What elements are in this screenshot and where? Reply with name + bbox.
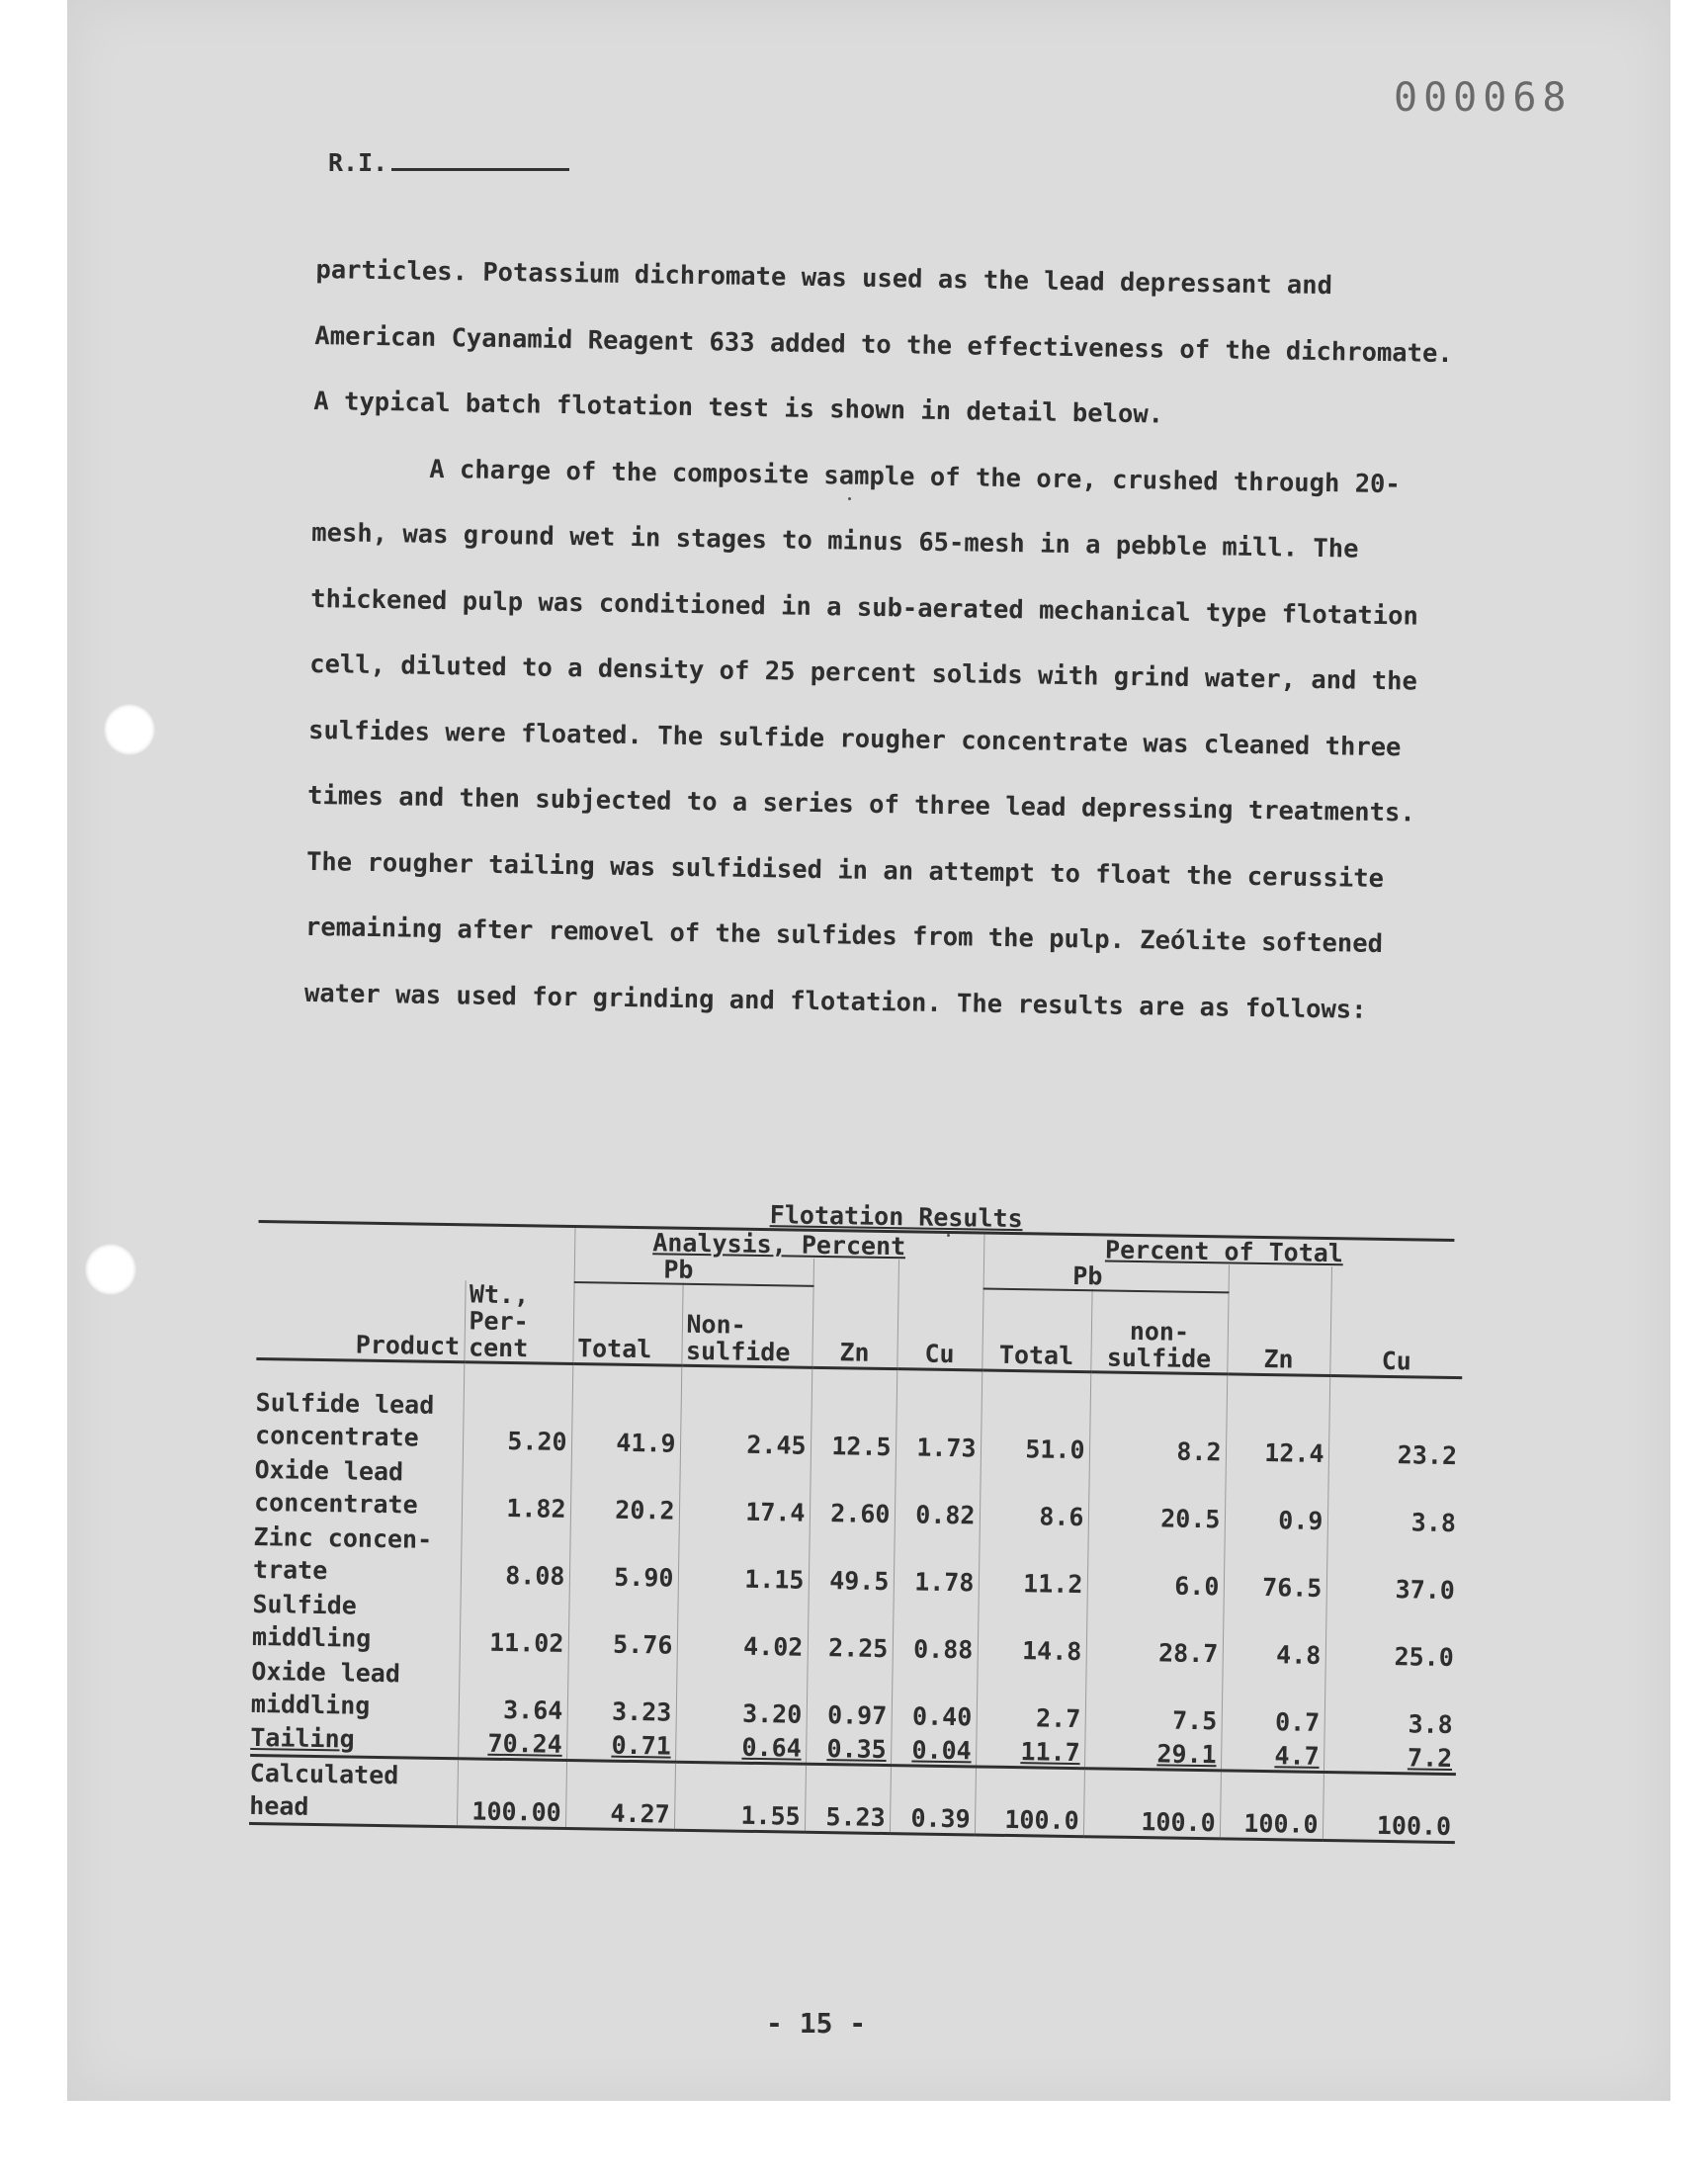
cell-pb-nonsulfide: 3.20 <box>676 1660 808 1729</box>
cell-wt: 3.64 <box>459 1656 568 1725</box>
cell-zn: 49.5 <box>809 1527 895 1596</box>
cell-pb-total: 41.9 <box>571 1364 681 1458</box>
row-product: Zinc concen- trate <box>252 1522 433 1586</box>
group-percent-of-total: Percent of Total <box>983 1235 1464 1269</box>
group-analysis-percent: Analysis, Percent <box>574 1228 983 1261</box>
pb-label: Pb <box>574 1255 813 1286</box>
cell-pb-total: 5.90 <box>569 1523 679 1593</box>
row-product: Calculated head <box>249 1755 458 1826</box>
col-header-pb-total: Total <box>572 1282 682 1365</box>
cell-pt-zn: 0.7 <box>1222 1668 1325 1737</box>
row-product: Sulfide middling <box>251 1589 372 1653</box>
document-number: 000068 <box>1394 75 1573 121</box>
punch-hole <box>104 704 155 755</box>
col-header-wt-percent: Wt., Per- cent <box>464 1280 573 1363</box>
cell-pt-pb-total: 2.7 <box>977 1664 1086 1733</box>
cell-wt: 100.00 <box>457 1759 566 1829</box>
cell-wt: 70.24 <box>458 1723 567 1760</box>
cell-pt-pb-total: 14.8 <box>978 1597 1087 1666</box>
cell-pb-total: 3.23 <box>567 1658 677 1727</box>
ri-field <box>328 148 569 177</box>
cell-cu: 0.04 <box>891 1730 977 1767</box>
pb-label-percent-total: Pb <box>983 1262 1229 1293</box>
row-product: Tailing <box>250 1720 459 1759</box>
page-number: - 15 - <box>766 2007 867 2040</box>
paragraph-1: particles. Potassium dichromate was used as the lead depressant and American Cyanamid Reagent 633 added to the effectiveness of the dichromate. A typical batch flotation test is shown in detail below. <box>313 254 1453 430</box>
ri-blank-line <box>391 168 569 171</box>
table-title: Flotation Results <box>769 1200 1023 1234</box>
cell-pb-total: 5.76 <box>568 1591 678 1660</box>
cell-wt: 11.02 <box>460 1589 569 1658</box>
row-product: Sulfide lead concentrate <box>254 1387 435 1452</box>
cell-pt-pb-nonsulfide: 100.0 <box>1083 1769 1221 1839</box>
cell-wt: 8.08 <box>461 1522 570 1591</box>
col-header-pt-zn: Zn <box>1227 1292 1330 1375</box>
cell-pb-total: 4.27 <box>565 1760 675 1830</box>
cell-pb-nonsulfide: 1.15 <box>678 1525 810 1595</box>
cell-pt-pb-nonsulfide: 20.5 <box>1088 1464 1226 1533</box>
cell-pt-pb-total: 8.6 <box>980 1462 1089 1531</box>
cell-cu: 1.78 <box>894 1528 980 1597</box>
cell-pt-cu: 3.8 <box>1327 1468 1461 1537</box>
col-header-pt-cu: Cu <box>1329 1294 1463 1378</box>
punch-hole <box>85 1244 136 1295</box>
cell-pt-pb-total: 100.0 <box>975 1767 1084 1837</box>
cell-pt-cu: 3.8 <box>1324 1670 1458 1739</box>
cell-pt-cu: 7.2 <box>1324 1737 1457 1775</box>
cell-pt-zn: 100.0 <box>1220 1771 1324 1841</box>
cell-zn: 5.23 <box>805 1764 891 1833</box>
cell-pt-cu: 37.0 <box>1326 1535 1460 1605</box>
cell-pt-zn: 12.4 <box>1226 1374 1329 1468</box>
cell-pt-zn: 0.9 <box>1225 1466 1328 1535</box>
cell-cu: 0.40 <box>892 1663 978 1731</box>
col-header-pt-pb-total: Total <box>982 1289 1091 1372</box>
cell-pb-nonsulfide: 17.4 <box>679 1458 811 1527</box>
cell-wt: 5.20 <box>463 1362 572 1456</box>
cell-zn: 0.97 <box>807 1662 893 1730</box>
flotation-results-table <box>249 1194 1458 1844</box>
col-header-zn: Zn <box>811 1286 897 1369</box>
body-text <box>303 237 1462 1044</box>
cell-pb-nonsulfide: 2.45 <box>680 1365 811 1460</box>
cell-pb-total: 20.2 <box>570 1456 680 1525</box>
cell-pt-pb-total: 11.2 <box>979 1529 1088 1599</box>
col-header-product: Product <box>256 1277 465 1362</box>
row-product: Oxide lead concentrate <box>253 1454 418 1520</box>
cell-pt-pb-total: 51.0 <box>981 1370 1090 1464</box>
cell-pt-pb-nonsulfide: 7.5 <box>1085 1666 1223 1735</box>
cell-cu: 0.88 <box>893 1596 979 1664</box>
row-product: Oxide lead middling <box>250 1656 401 1720</box>
cell-pt-zn: 76.5 <box>1224 1533 1327 1603</box>
col-header-pt-pb-nonsulfide: non- sulfide <box>1090 1290 1228 1374</box>
cell-pt-pb-total: 11.7 <box>976 1731 1085 1768</box>
cell-wt: 1.82 <box>462 1454 571 1523</box>
cell-pb-nonsulfide: 4.02 <box>677 1593 809 1662</box>
results-table <box>249 1223 1464 1844</box>
cell-zn: 12.5 <box>811 1367 897 1461</box>
cell-pb-total: 0.71 <box>566 1725 676 1762</box>
cell-cu: 0.82 <box>895 1461 981 1529</box>
cell-pt-cu: 23.2 <box>1328 1376 1462 1471</box>
cell-pt-pb-nonsulfide: 8.2 <box>1089 1372 1227 1467</box>
cell-zn: 0.35 <box>806 1729 892 1766</box>
col-header-pb-nonsulfide: Non- sulfide <box>681 1284 812 1368</box>
cell-pt-cu: 25.0 <box>1325 1603 1459 1672</box>
cell-pt-zn: 4.8 <box>1223 1601 1326 1670</box>
cell-pt-pb-nonsulfide: 29.1 <box>1084 1733 1222 1771</box>
cell-zn: 2.60 <box>810 1460 896 1528</box>
cell-pb-nonsulfide: 1.55 <box>674 1762 806 1832</box>
cell-pt-zn: 4.7 <box>1221 1735 1324 1772</box>
col-header-cu: Cu <box>897 1287 982 1370</box>
paragraph-2: A charge of the composite sample of the ore, crushed through 20-mesh, was ground wet in stages to minus 65-mesh in a pebble mill. The thickened pulp was conditioned in a sub-aerated mechanical type flotation cell, diluted to a density of 25 percent solids with grind water, and the sulfides were floated. The sulfide rougher concentrate was cleaned three times and then subjected to a series of three lead depressing treatments. The rougher tailing was sulfidised in an attempt to float the cerussite remaining after removel of the sulfides from the pulp. Zeólite softened water was used for grinding and flotation. The results are as follows: <box>303 454 1419 1025</box>
cell-pt-pb-nonsulfide: 6.0 <box>1087 1531 1225 1601</box>
cell-cu: 0.39 <box>890 1766 976 1835</box>
cell-cu: 1.73 <box>896 1369 982 1463</box>
cell-pb-nonsulfide: 0.64 <box>675 1727 807 1765</box>
ri-label: R.I. <box>328 148 388 177</box>
cell-pt-pb-nonsulfide: 28.7 <box>1086 1599 1224 1668</box>
cell-zn: 2.25 <box>808 1595 894 1663</box>
cell-pt-cu: 100.0 <box>1323 1772 1456 1842</box>
